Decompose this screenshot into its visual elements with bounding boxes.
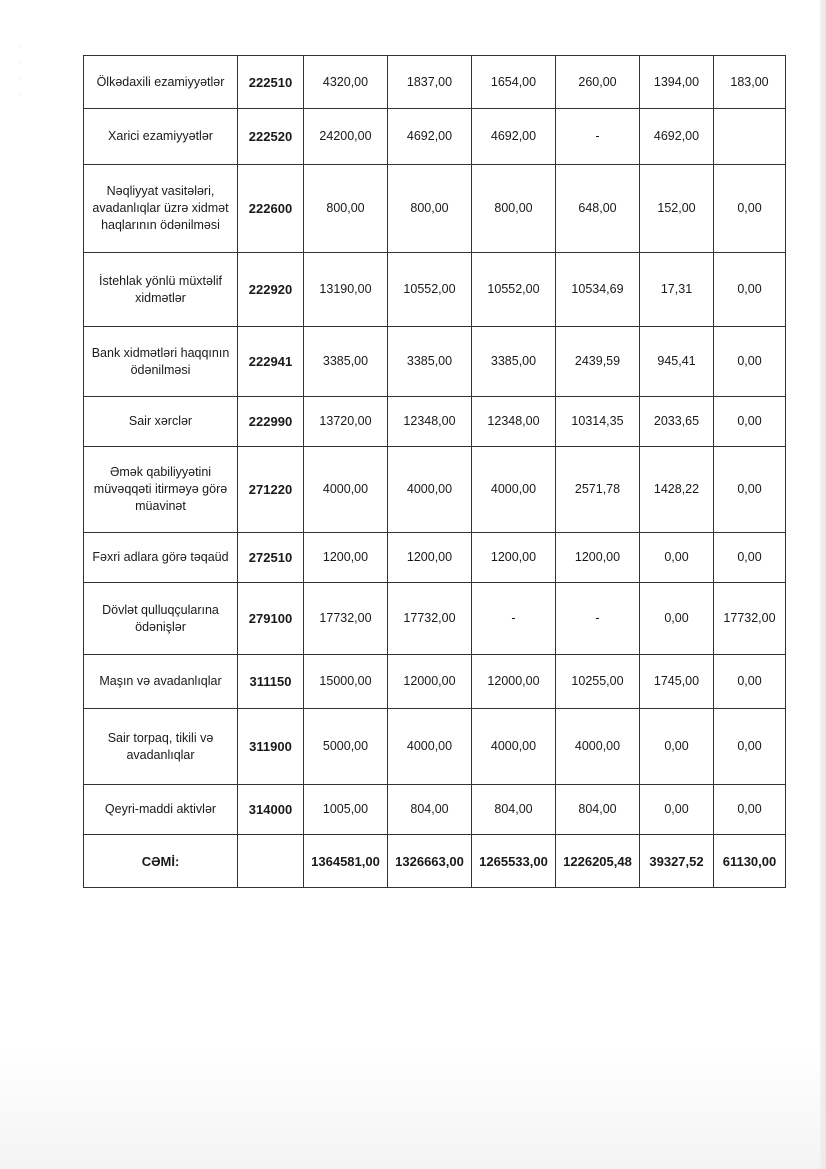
- cell-value: 0,00: [714, 655, 786, 709]
- row-name: Nəqliyyat vasitələri, avadanlıqlar üzrə xidmət haqlarının ödənilməsi: [84, 165, 238, 253]
- cell-value: 1428,22: [640, 447, 714, 533]
- row-code: 311900: [238, 709, 304, 785]
- row-name: Bank xidmətləri haqqının ödənilməsi: [84, 327, 238, 397]
- cell-value: 1394,00: [640, 56, 714, 109]
- row-name: Sair torpaq, tikili və avadanlıqlar: [84, 709, 238, 785]
- row-name: İstehlak yönlü müxtəlif xidmətlər: [84, 253, 238, 327]
- cell-value: 3385,00: [472, 327, 556, 397]
- cell-value: 17732,00: [388, 583, 472, 655]
- cell-value: 4000,00: [472, 447, 556, 533]
- cell-value: 0,00: [714, 785, 786, 835]
- row-name: Əmək qabiliyyətini müvəqqəti itirməyə görə müavinət: [84, 447, 238, 533]
- row-code: 222520: [238, 109, 304, 165]
- cell-value: 183,00: [714, 56, 786, 109]
- cell-value: 0,00: [714, 397, 786, 447]
- total-value: 39327,52: [640, 835, 714, 888]
- cell-value: 1200,00: [304, 533, 388, 583]
- cell-value: 10552,00: [388, 253, 472, 327]
- table-row: [84, 447, 786, 533]
- table-row: [84, 327, 786, 397]
- table-row: [84, 583, 786, 655]
- row-code: 222920: [238, 253, 304, 327]
- cell-value: 0,00: [714, 327, 786, 397]
- row-name: Fəxri adlara görə təqaüd: [84, 533, 238, 583]
- total-value: 1364581,00: [304, 835, 388, 888]
- cell-value: 10534,69: [556, 253, 640, 327]
- cell-value: 3385,00: [304, 327, 388, 397]
- cell-value: 0,00: [640, 533, 714, 583]
- cell-value: 648,00: [556, 165, 640, 253]
- cell-value: 0,00: [714, 709, 786, 785]
- cell-value: 4000,00: [388, 447, 472, 533]
- cell-value: 4000,00: [304, 447, 388, 533]
- total-label: CƏMİ:: [84, 835, 238, 888]
- cell-value: 0,00: [640, 583, 714, 655]
- cell-value: -: [556, 583, 640, 655]
- total-value: 1326663,00: [388, 835, 472, 888]
- total-row: [84, 835, 786, 888]
- total-value: 61130,00: [714, 835, 786, 888]
- row-name: Qeyri-maddi aktivlər: [84, 785, 238, 835]
- cell-value: 4000,00: [388, 709, 472, 785]
- cell-value: 4692,00: [640, 109, 714, 165]
- row-code: 222941: [238, 327, 304, 397]
- table-row: [84, 109, 786, 165]
- cell-value: 17732,00: [304, 583, 388, 655]
- budget-table: [83, 55, 786, 888]
- total-code: [238, 835, 304, 888]
- table-row: [84, 709, 786, 785]
- cell-value: 13190,00: [304, 253, 388, 327]
- cell-value: 1745,00: [640, 655, 714, 709]
- row-name: Ölkədaxili ezamiyyətlər: [84, 56, 238, 109]
- cell-value: 13720,00: [304, 397, 388, 447]
- row-code: 222510: [238, 56, 304, 109]
- cell-value: 12348,00: [388, 397, 472, 447]
- cell-value: 152,00: [640, 165, 714, 253]
- cell-value: 800,00: [304, 165, 388, 253]
- cell-value: 804,00: [388, 785, 472, 835]
- cell-value: 2033,65: [640, 397, 714, 447]
- cell-value: 4320,00: [304, 56, 388, 109]
- cell-value: 0,00: [714, 533, 786, 583]
- cell-value: 10552,00: [472, 253, 556, 327]
- row-code: 272510: [238, 533, 304, 583]
- cell-value: 1837,00: [388, 56, 472, 109]
- cell-value: 945,41: [640, 327, 714, 397]
- row-name: Sair xərclər: [84, 397, 238, 447]
- cell-value: -: [556, 109, 640, 165]
- total-value: 1265533,00: [472, 835, 556, 888]
- cell-value: 12000,00: [472, 655, 556, 709]
- cell-value: 4692,00: [472, 109, 556, 165]
- table-row: [84, 655, 786, 709]
- row-code: 222990: [238, 397, 304, 447]
- table-row: [84, 165, 786, 253]
- cell-value: 10314,35: [556, 397, 640, 447]
- margin-marks: · · · ·: [18, 44, 21, 99]
- cell-value: 17,31: [640, 253, 714, 327]
- row-code: 271220: [238, 447, 304, 533]
- table-row: [84, 533, 786, 583]
- cell-value: 0,00: [714, 253, 786, 327]
- cell-value: 12348,00: [472, 397, 556, 447]
- row-code: 222600: [238, 165, 304, 253]
- cell-value: 0,00: [714, 447, 786, 533]
- cell-value: 15000,00: [304, 655, 388, 709]
- row-code: 279100: [238, 583, 304, 655]
- cell-value: 5000,00: [304, 709, 388, 785]
- table-row: [84, 397, 786, 447]
- cell-value: 3385,00: [388, 327, 472, 397]
- page-edge: [820, 0, 826, 1169]
- cell-value: 800,00: [388, 165, 472, 253]
- row-code: 314000: [238, 785, 304, 835]
- row-code: 311150: [238, 655, 304, 709]
- cell-value: 12000,00: [388, 655, 472, 709]
- row-name: Xarici ezamiyyətlər: [84, 109, 238, 165]
- row-name: Maşın və avadanlıqlar: [84, 655, 238, 709]
- cell-value: 1200,00: [556, 533, 640, 583]
- cell-value: 2439,59: [556, 327, 640, 397]
- table-body: [84, 56, 786, 888]
- cell-value: 0,00: [714, 165, 786, 253]
- cell-value: 800,00: [472, 165, 556, 253]
- cell-value: [714, 109, 786, 165]
- cell-value: 260,00: [556, 56, 640, 109]
- cell-value: -: [472, 583, 556, 655]
- cell-value: 0,00: [640, 709, 714, 785]
- scan-shadow: [0, 1049, 826, 1169]
- cell-value: 10255,00: [556, 655, 640, 709]
- row-name: Dövlət qulluqçularına ödənişlər: [84, 583, 238, 655]
- cell-value: 17732,00: [714, 583, 786, 655]
- cell-value: 804,00: [472, 785, 556, 835]
- cell-value: 1005,00: [304, 785, 388, 835]
- cell-value: 0,00: [640, 785, 714, 835]
- cell-value: 804,00: [556, 785, 640, 835]
- cell-value: 2571,78: [556, 447, 640, 533]
- cell-value: 4000,00: [472, 709, 556, 785]
- cell-value: 1654,00: [472, 56, 556, 109]
- table-row: [84, 253, 786, 327]
- table-row: [84, 56, 786, 109]
- cell-value: 4000,00: [556, 709, 640, 785]
- cell-value: 1200,00: [472, 533, 556, 583]
- cell-value: 4692,00: [388, 109, 472, 165]
- cell-value: 24200,00: [304, 109, 388, 165]
- total-value: 1226205,48: [556, 835, 640, 888]
- cell-value: 1200,00: [388, 533, 472, 583]
- table-row: [84, 785, 786, 835]
